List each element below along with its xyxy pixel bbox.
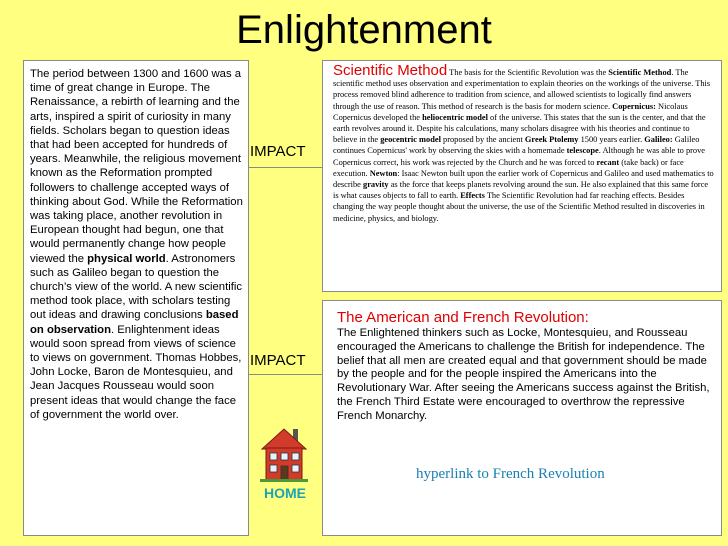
sci-text-part: (take back) or face execution. — [333, 157, 684, 178]
intro-text-box — [23, 60, 249, 536]
intro-text-part: . Astronomers such as Galileo began to question the church’s view of the world. A new scientific method took place, with scholars testing out ideas and drawing conclusions — [30, 252, 243, 322]
sci-bold-term: Copernicus: — [612, 101, 656, 111]
sci-text-part: : Isaac Newton built upon the earlier work of Copernicus and Galileo and used mathematics to describe — [333, 168, 714, 190]
sci-text-part: 1500 years earlier. — [578, 135, 645, 145]
sci-bold-term: Greek Ptolemy — [524, 135, 579, 145]
home-button[interactable]: HOME — [264, 485, 306, 501]
scientific-method-box — [322, 60, 722, 292]
sci-text-part: as the force that keeps planets revolving around the sun. He also explained that this same force is what causes objects to fall to earth. — [333, 180, 709, 201]
sci-bold-term: Effects — [460, 191, 485, 201]
intro-bold-based-on-observation: based on observation — [30, 309, 239, 336]
sci-text-part: . Although he was able to prove Copernicus correct, his work was rejected by the Church and he was forced to — [333, 146, 706, 167]
sci-bold-term: Newton — [369, 168, 398, 178]
sci-bold-term: gravity — [363, 180, 389, 190]
sci-bold-term: geocentric model — [380, 135, 441, 145]
revolution-box — [322, 300, 722, 536]
sci-text-part: The Scientific Revolution had far reaching effects. Besides changing the way people thought about the universe, the use of the Scientific Method resulted in discoveries in medicine, physics, and biology. — [333, 191, 705, 223]
scientific-method-title: Scientific Method — [333, 62, 448, 79]
page-title: Enlightenment — [236, 8, 492, 52]
impact-label-1: IMPACT — [250, 143, 306, 160]
intro-text-part: The period between 1300 and 1600 was a time of great change in Europe. The Renaissance, a rebirth of learning and the arts, inspired a spirit of curiosity in many fields. Scholars began to question ideas that had been accepted for hundreds of years. Meanwhile, the religious movement known as the Reformation prompted followers to challenge accepted ways of thinking about God. While the Reformation was taking place, another revolution in European thought had begun, one that would permanently change how people viewed the — [30, 68, 243, 265]
sci-text-part: of the universe. This states that the sun is the center, and that the earth revolves around it. Despite his calculations, many scholars disagree with his theories and continue to believe in the — [333, 112, 706, 145]
sci-text-part: Galileo continues Copernicus' work by observing the skies with a homemade — [333, 135, 700, 156]
impact-connector-2 — [249, 374, 322, 375]
sci-text-part: The basis for the Scientific Revolution was the — [447, 68, 609, 77]
impact-label-2: IMPACT — [250, 352, 306, 369]
intro-bold-physical-world: physical world — [87, 252, 166, 265]
sci-bold-term: recant — [596, 157, 620, 167]
intro-paragraph — [30, 67, 244, 422]
sci-text-part: . The scientific method uses observation and experimentation to explain theories on the workings of the universe. This process removed blind adherence to tradition from science, and allowed scientists to logically find answers through the use of reason. This method of research is the basis for modern science. — [333, 68, 711, 111]
scientific-method-paragraph — [333, 62, 715, 224]
french-revolution-link[interactable]: hyperlink to French Revolution — [416, 466, 605, 482]
revolution-title: The American and French Revolution: — [337, 309, 589, 326]
sci-bold-term: telescope — [566, 146, 599, 156]
intro-text-part: . Enlightenment ideas would soon spread from views of science to views on government. Thomas Hobbes, John Locke, Baron de Montesquieu, and Jean Jacques Rousseau would soon present ideas that would change the face of government the world over. — [30, 323, 242, 421]
house-icon[interactable] — [260, 423, 308, 483]
sci-text-part: proposed by the ancient — [440, 135, 525, 145]
sci-bold-term: heliocentric model — [422, 112, 488, 122]
sci-bold-term: Scientific Method — [608, 68, 672, 77]
sci-bold-term: Galileo: — [644, 135, 673, 145]
sci-text-part: Nicolaus Copernicus developed the — [333, 101, 688, 122]
impact-connector-1 — [249, 167, 322, 168]
revolution-paragraph: The Enlightened thinkers such as Locke, Montesquieu, and Rousseau encouraged the Americans to challenge the British for independence. The belief that all men are created equal and that government should be made by the people and for the people inspired the Americans into the Revolutionary War. After seeing the Americans success against the British, the French Third Estate were encouraged to overthrow the repressive French Monarchy. — [337, 327, 710, 422]
